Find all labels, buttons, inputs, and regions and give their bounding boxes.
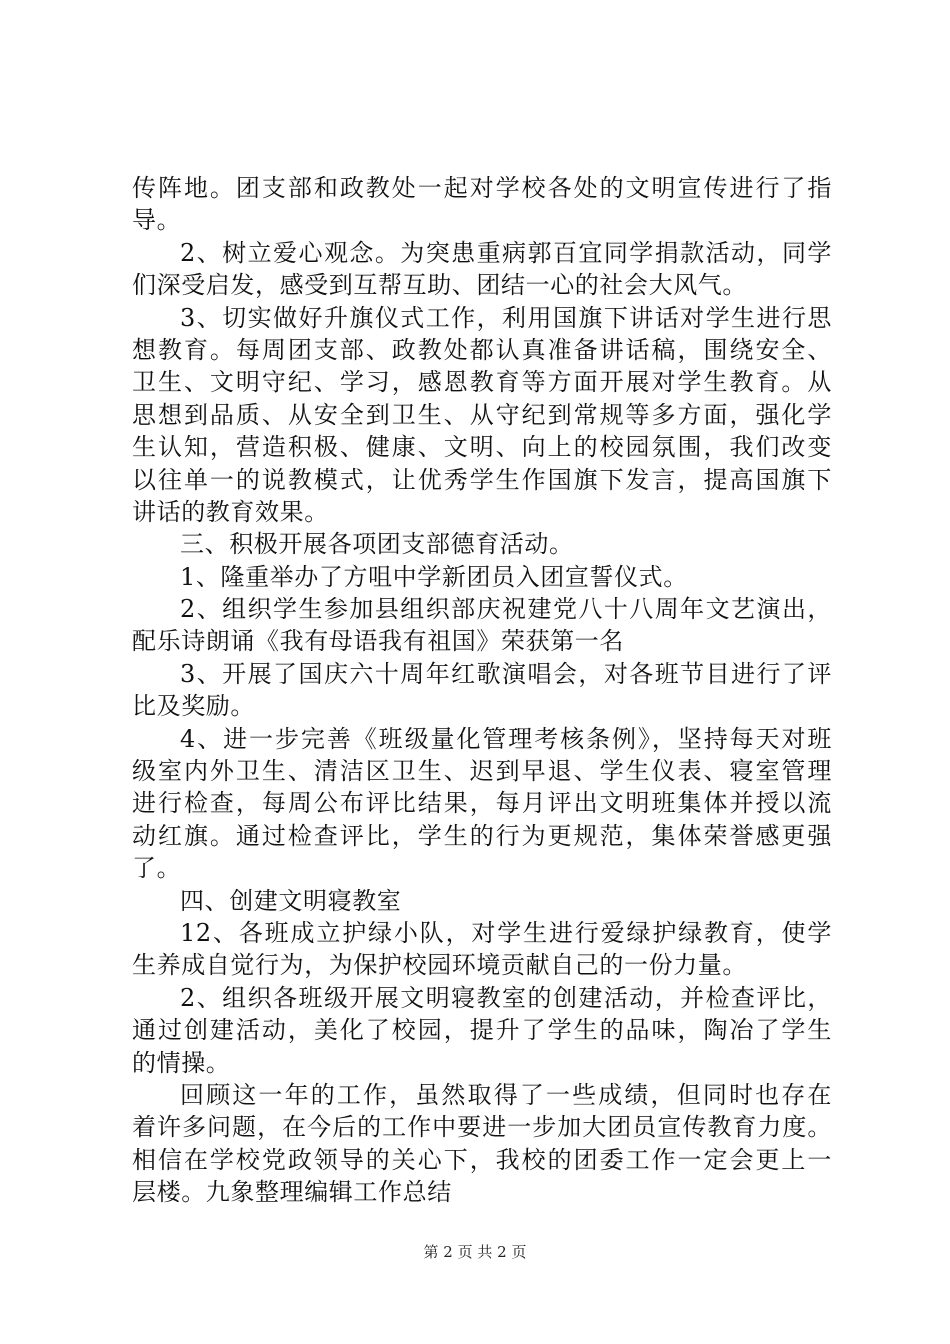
text-line: 了。 <box>132 854 182 883</box>
text-line: 导。 <box>132 206 182 235</box>
text-line: 12、各班成立护绿小队，对学生进行爱绿护绿教育，使学 <box>180 918 832 947</box>
text-line: 着许多问题，在今后的工作中要进一步加大团员宣传教育力度。 <box>132 1113 832 1142</box>
text-line: 卫生、文明守纪、学习，感恩教育等方面开展对学生教育。从 <box>132 368 832 397</box>
text-line: 回顾这一年的工作，虽然取得了一些成绩，但同时也存在 <box>180 1080 832 1109</box>
text-line: 相信在学校党政领导的关心下，我校的团委工作一定会更上一 <box>132 1145 832 1174</box>
text-line: 2、组织学生参加县组织部庆祝建党八十八周年文艺演出， <box>180 595 832 624</box>
text-line: 2、树立爱心观念。为突患重病郭百宜同学捐款活动，同学 <box>180 238 832 267</box>
text-line: 3、切实做好升旗仪式工作，利用国旗下讲话对学生进行思 <box>180 303 832 332</box>
text-line: 级室内外卫生、清洁区卫生、迟到早退、学生仪表、寝室管理 <box>132 757 832 786</box>
text-line: 思想到品质、从安全到卫生、从守纪到常规等多方面，强化学 <box>132 400 832 429</box>
text-line: 的情操。 <box>132 1048 231 1077</box>
text-line: 想教育。每周团支部、政教处都认真准备讲话稿，围绕安全、 <box>132 335 832 364</box>
text-line: 进行检查，每周公布评比结果，每月评出文明班集体并授以流 <box>132 789 832 818</box>
text-line: 配乐诗朗诵《我有母语我有祖国》荣获第一名 <box>132 627 624 656</box>
text-line: 层楼。九象整理编辑工作总结 <box>132 1178 452 1207</box>
text-line: 四、创建文明寝教室 <box>180 886 402 915</box>
text-line: 传阵地。团支部和政教处一起对学校各处的文明宣传进行了指 <box>132 174 832 202</box>
text-line: 生认知，营造积极、健康、文明、向上的校园氛围，我们改变 <box>132 433 832 462</box>
text-line: 1、隆重举办了方咀中学新团员入团宣誓仪式。 <box>180 562 688 591</box>
page-footer: 第 2 页 共 2 页 <box>423 1243 527 1261</box>
text-line: 三、积极开展各项团支部德育活动。 <box>180 530 574 559</box>
text-line: 2、组织各班级开展文明寝教室的创建活动，并检查评比， <box>180 983 832 1012</box>
text-line: 通过创建活动，美化了校园，提升了学生的品味，陶冶了学生 <box>132 1016 832 1045</box>
text-line: 生养成自觉行为，为保护校园环境贡献自己的一份力量。 <box>132 951 747 980</box>
text-line: 讲话的教育效果。 <box>132 497 329 526</box>
text-line: 3、开展了国庆六十周年红歌演唱会，对各班节目进行了评 <box>180 659 832 688</box>
text-line: 们深受启发，感受到互帮互助、团结一心的社会大风气。 <box>132 271 747 300</box>
document-body <box>132 172 832 1209</box>
text-line: 以往单一的说教模式，让优秀学生作国旗下发言，提高国旗下 <box>132 465 832 494</box>
text-line: 4、进一步完善《班级量化管理考核条例》，坚持每天对班 <box>180 724 832 753</box>
text-line: 动红旗。通过检查评比，学生的行为更规范，集体荣誉感更强 <box>132 821 832 850</box>
text-line: 比及奖励。 <box>132 692 255 721</box>
